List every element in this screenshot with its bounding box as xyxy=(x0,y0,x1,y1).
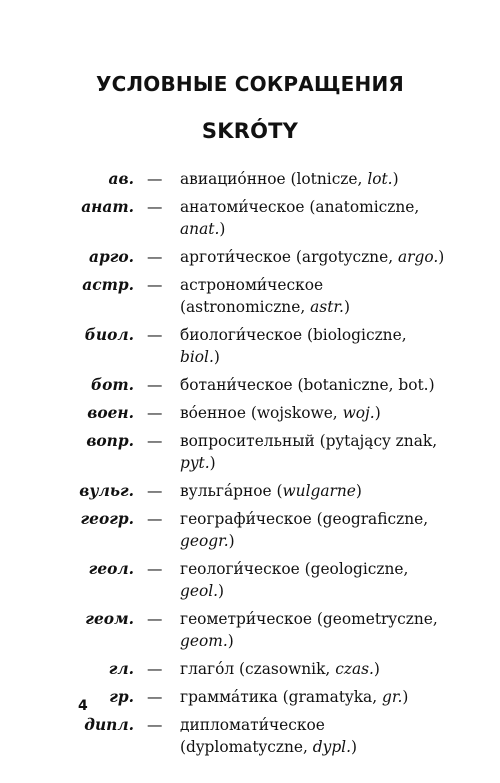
definition: авиацио́нное (lotnicze, lot.) xyxy=(180,170,399,188)
dash: — xyxy=(147,276,163,294)
dash: — xyxy=(147,610,163,628)
dash: — xyxy=(147,560,163,578)
definition: геометри́ческое (geometryczne, geom.) xyxy=(180,610,438,650)
list-item xyxy=(0,608,500,652)
abbreviation: биол. xyxy=(84,326,134,344)
list-item xyxy=(0,430,500,474)
list-item xyxy=(0,168,500,190)
list-item xyxy=(0,374,500,396)
definition: анатоми́ческое (anatomiczne, anat.) xyxy=(180,198,420,238)
abbreviation: геом. xyxy=(85,610,134,628)
page-number: 4 xyxy=(78,698,88,714)
list-item xyxy=(0,508,500,552)
list-item xyxy=(0,402,500,424)
abbreviation: гл. xyxy=(108,660,134,678)
dash: — xyxy=(147,198,163,216)
list-item xyxy=(0,246,500,268)
dash: — xyxy=(147,716,163,734)
abbreviation: дипл. xyxy=(84,716,134,734)
definition: во́енное (wojskowe, woj.) xyxy=(180,404,381,422)
definition: географи́ческое (geograficzne, geogr.) xyxy=(180,510,429,550)
abbreviation: арго. xyxy=(88,248,134,266)
list-item xyxy=(0,658,500,680)
dash: — xyxy=(147,432,163,450)
definition: ботани́ческое (botaniczne, bot.) xyxy=(180,376,435,394)
abbreviation: ав. xyxy=(108,170,134,188)
definition: грамма́тика (gramatyka, gr.) xyxy=(180,688,409,706)
dash: — xyxy=(147,482,163,500)
list-item xyxy=(0,480,500,502)
dash: — xyxy=(147,376,163,394)
abbreviation: гр. xyxy=(109,688,134,706)
definition: вульга́рное (wulgarne) xyxy=(180,482,362,500)
abbreviation: геогр. xyxy=(80,510,134,528)
definition: биологи́ческое (biologiczne, biol.) xyxy=(180,326,407,366)
dash: — xyxy=(147,660,163,678)
definition: глаго́л (czasownik, czas.) xyxy=(180,660,380,678)
list-item xyxy=(0,714,500,758)
list-item xyxy=(0,196,500,240)
dash: — xyxy=(147,404,163,422)
list-item xyxy=(0,274,500,318)
dash: — xyxy=(147,510,163,528)
abbreviation: геол. xyxy=(88,560,134,578)
definition: геологи́ческое (geologiczne, geol.) xyxy=(180,560,409,600)
abbreviation: бот. xyxy=(90,376,134,394)
definition: арготи́ческое (argotyczne, argo.) xyxy=(180,248,445,266)
dash: — xyxy=(147,326,163,344)
list-item xyxy=(0,686,500,708)
page-subtitle: SKRÓTY xyxy=(201,119,299,143)
list-item xyxy=(0,324,500,368)
abbreviation: воен. xyxy=(87,404,134,422)
abbreviation: вульг. xyxy=(79,482,134,500)
definition: дипломати́ческое (dyplomatyczne, dypl.) xyxy=(180,716,358,756)
abbreviation-list xyxy=(0,168,500,764)
definition: астрономи́ческое (astronomiczne, astr.) xyxy=(180,276,350,316)
page-title: УСЛОВНЫЕ СОКРАЩЕНИЯ xyxy=(95,72,405,96)
abbreviation: вопр. xyxy=(86,432,134,450)
dash: — xyxy=(147,688,163,706)
abbreviation: астр. xyxy=(82,276,134,294)
abbreviation: анат. xyxy=(81,198,134,216)
definition: вопросительный (pytający znak, pyt.) xyxy=(180,432,438,472)
dash: — xyxy=(147,170,163,188)
list-item xyxy=(0,558,500,602)
dash: — xyxy=(147,248,163,266)
